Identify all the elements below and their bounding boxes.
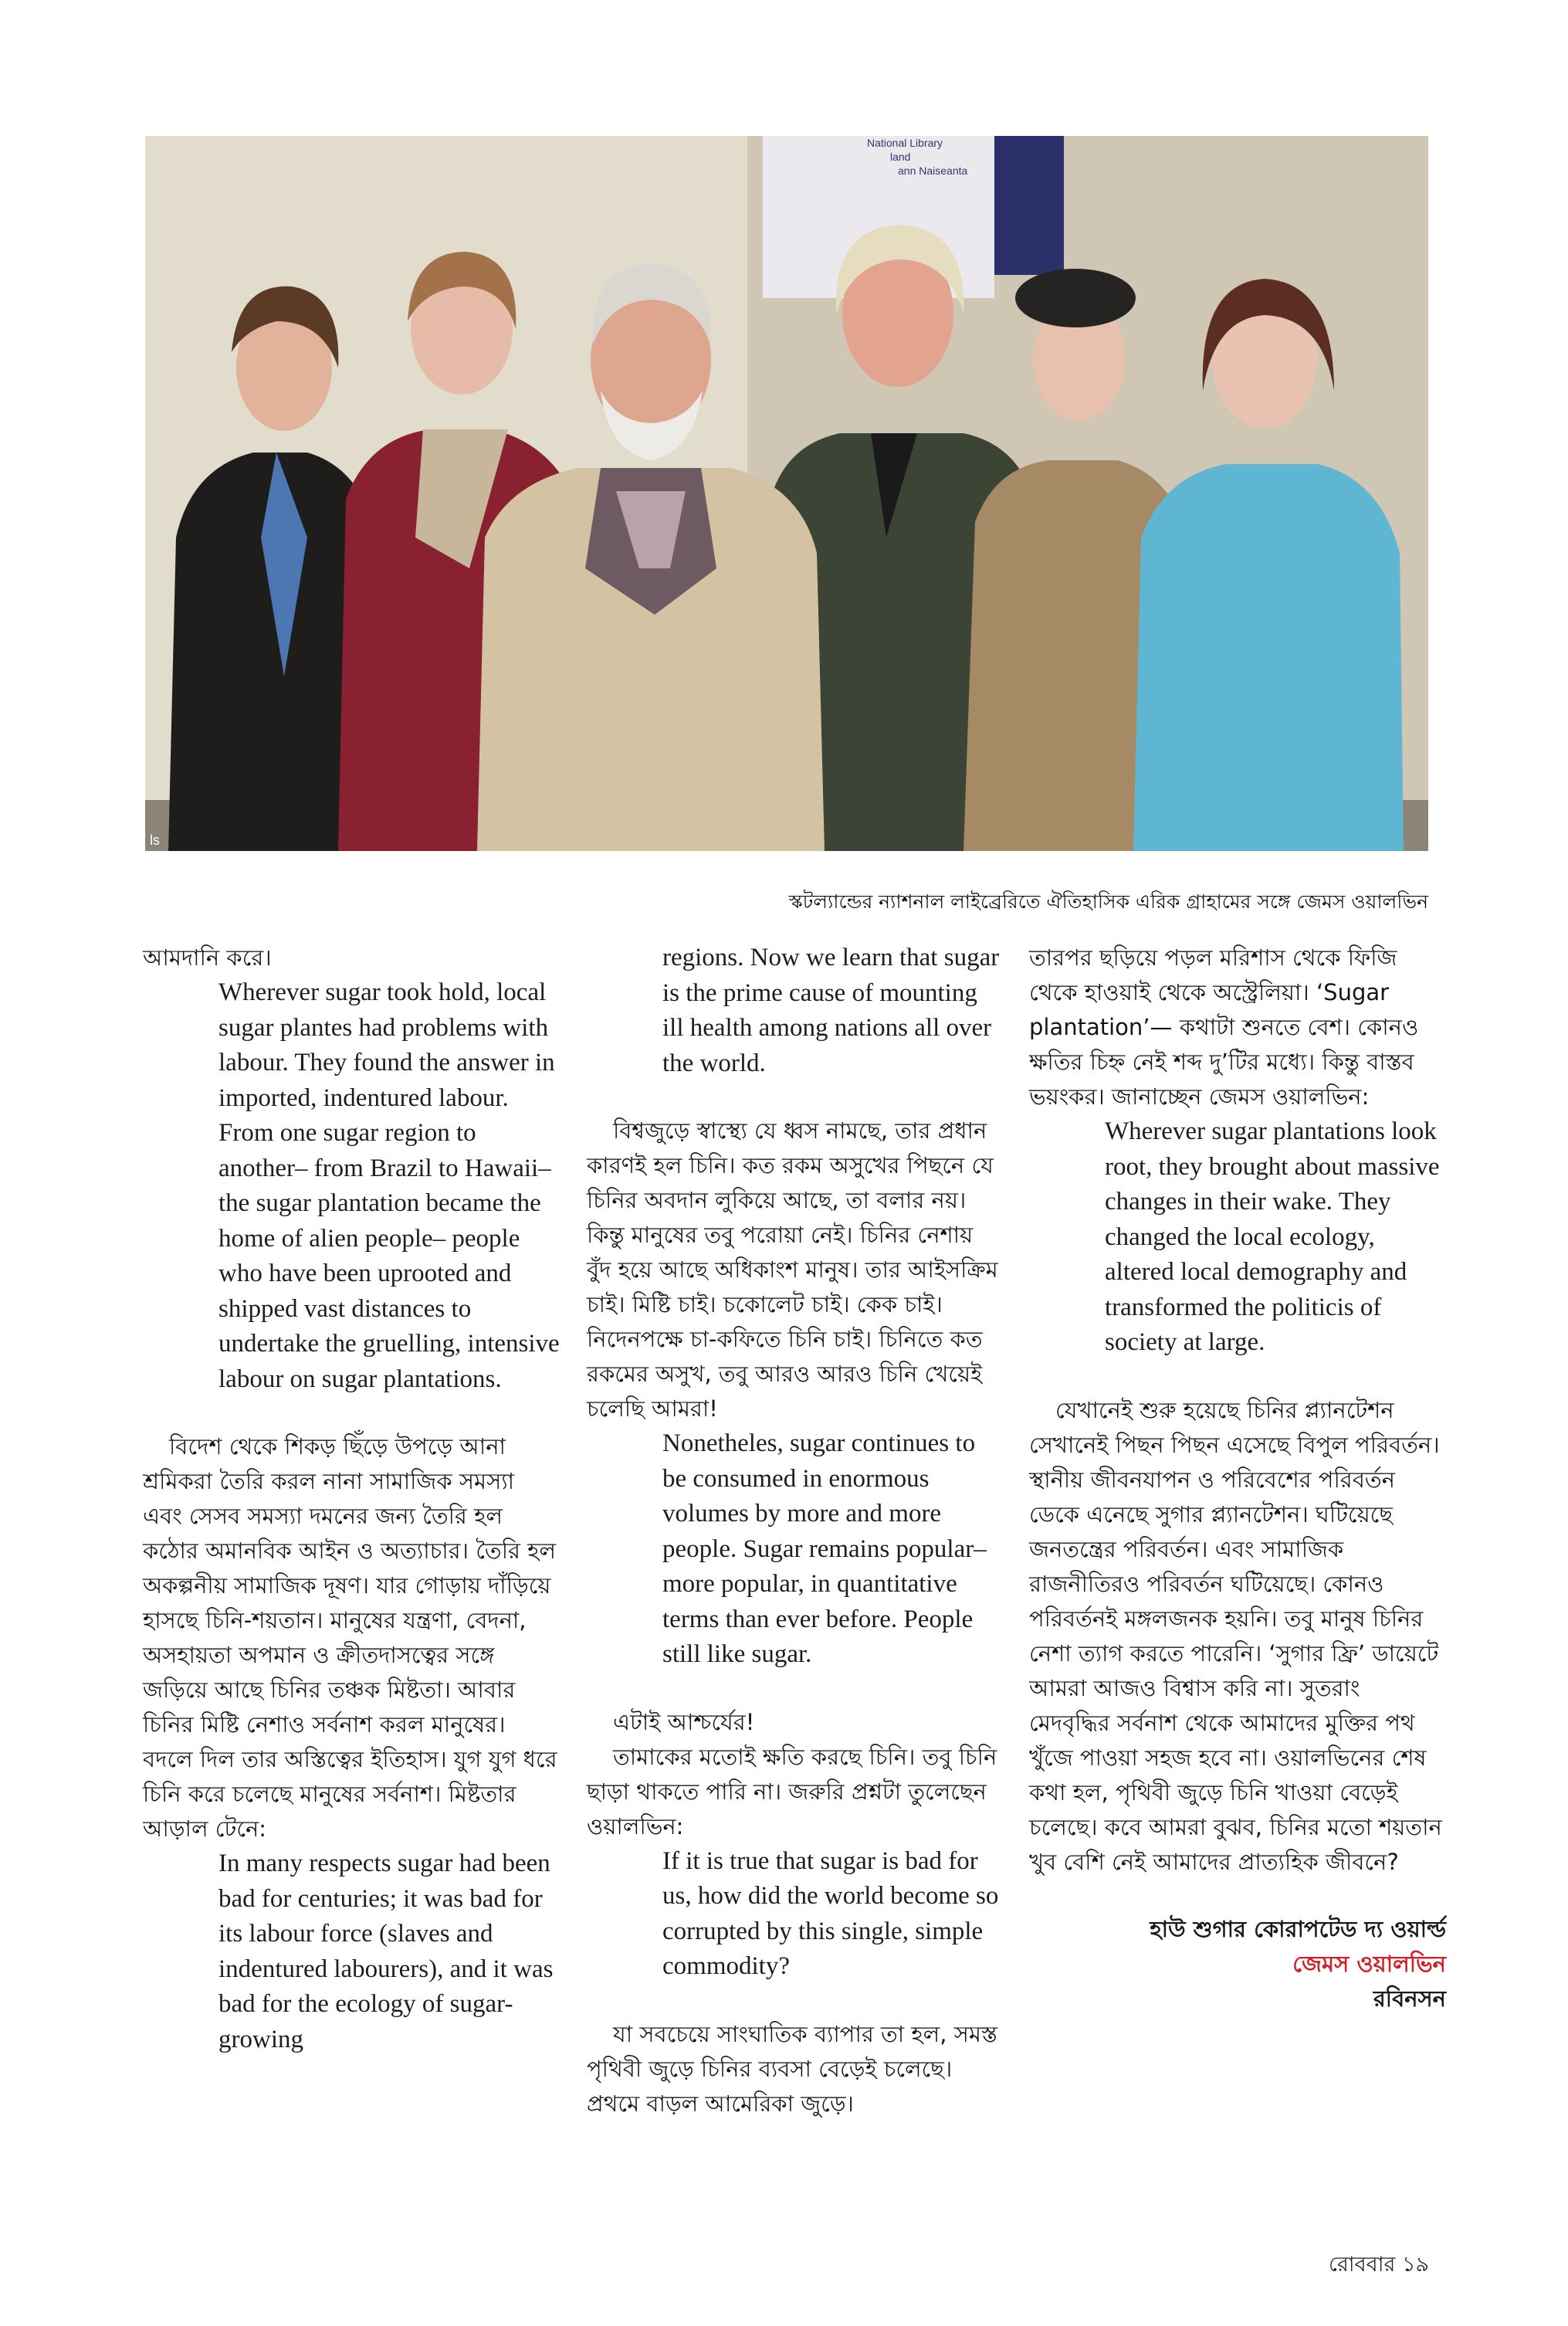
banner-text-3: ann Naiseanta (898, 164, 968, 177)
column-2 (587, 941, 1004, 2121)
page-footer: রোববার ১৯ (1329, 2253, 1429, 2277)
column-2-paragraph-2: এটাই আশ্চর্যের! (613, 1708, 755, 1735)
column-1-paragraph-2: বিদেশ থেকে শিকড় ছিঁড়ে উপড়ে আনা শ্রমিকরা তৈরি করল নানা সামাজিক সমস্যা এবং সেসব সমস্যা দমনের জন্য তৈরি হল কঠোর অমানবিক আইন ও অত্যাচার। তৈরি হল অকল্পনীয় সামাজিক দূষণ। যার গোড়ায় দাঁড়িয়ে হাসছে চিনি-শয়তান। মানুষের যন্ত্রণা, বেদনা, অসহায়তা অপমান ও ক্রীতদাসত্বের সঙ্গে জড়িয়ে আছে চিনির তঞ্চক মিষ্টতা। আবার চিনির মিষ্টি নেশাও সর্বনাশ করল মানুষের। বদলে দিল তার অস্তিত্বের ইতিহাস। যুগ যুগ ধরে চিনি করে চলেছে মানুষের সর্বনাশ। মিষ্টতার আড়াল টেনে: (143, 1433, 557, 1842)
banner-text-1: National Library (867, 137, 943, 149)
banner-text-2: land (890, 151, 911, 163)
column-3-paragraph-1: তারপর ছড়িয়ে পড়ল মরিশাস থেকে ফিজি থেকে হাওয়াই থেকে অস্ট্রেলিয়া। ‘Sugar plantation’— কথাটা শুনতে বেশ। কোনও ক্ষতির চিহ্ন নেই শব্দ দু’টির মধ্যে। কিন্তু বাস্তব ভয়ংকর। জানাচ্ছেন জেমস ওয়ালভিন: (1029, 944, 1419, 1110)
column-2-paragraph-1: বিশ্বজুড়ে স্বাস্থ্যে যে ধ্বস নামছে, তার প্রধান কারণই হল চিনি। কত রকম অসুখের পিছনে যে চিনির অবদান লুকিয়ে আছে, তা বলার নয়। কিন্তু মানুষের তবু পরোয়া নেই। চিনির নেশায় বুঁদ হয়ে আছে অধিকাংশ মানুষ। তার আইসক্রিম চাই। মিষ্টি চাই। চকোলেট চাই। কেক চাই। নিদেনপক্ষে চা-কফিতে চিনি চাই। চিনিতে কত রকমের অসুখ, তবু আরও আরও চিনি খেয়েই চলেছি আমরা! (587, 1117, 998, 1422)
book-author: জেমস ওয়ালভিন (1292, 1950, 1446, 1977)
column-3 (1029, 941, 1446, 2016)
column-2-quote-1: regions. Now we learn that sugar is the prime cause of mounting ill health among nations all over the world. (662, 944, 1000, 1077)
column-1-quote-1: Wherever sugar took hold, local sugar plantes had problems with labour. They found the answer in imported, indentured labour. From one sugar region to another– from Brazil to Hawaii– the sugar plantation became the home of alien people– people who have been uprooted and shipped vast distances to undertake the gruelling, intensive labour on sugar plantations. (218, 978, 560, 1393)
column-3-paragraph-2: যেখানেই শুরু হয়েছে চিনির প্ল্যানটেশন সেখানেই পিছন পিছন এসেছে বিপুল পরিবর্তন। স্থানীয় জীবনযাপন ও পরিবেশের পরিবর্তন ডেকে এনেছে সুগার প্ল্যানটেশন। ঘটিয়েছে জনতন্ত্রের পরিবর্তন। এবং সামাজিক রাজনীতিরও পরিবর্তন ঘটিয়েছে। কোনও পরিবর্তনই মঙ্গলজনক হয়নি। তবু মানুষ চিনির নেশা ত্যাগ করতে পারেনি। ‘সুগার ফ্রি’ ডায়েটে আমরা আজও বিশ্বাস করি না। সুতরাং মেদবৃদ্ধির সর্বনাশ থেকে আমাদের মুক্তির পথ খুঁজে পাওয়া সহজ হবে না। ওয়ালভিনের শেষ কথা হল, পৃথিবী জুড়ে চিনি খাওয়া বেড়েই চলেছে। কবে আমরা বুঝব, চিনির মতো শয়তান খুব বেশি নেই আমাদের প্রাত্যহিক জীবনে? (1029, 1396, 1442, 1875)
book-publisher: রবিনসন (1373, 1985, 1446, 2012)
column-1 (143, 941, 560, 2057)
photo-caption: স্কটল্যান্ডের ন্যাশনাল লাইব্রেরিতে ঐতিহাসিক এরিক গ্রাহামের সঙ্গে জেমস ওয়ালভিন (788, 890, 1428, 913)
photo-corner-text: ls (150, 832, 160, 848)
column-2-paragraph-4: যা সবচেয়ে সাংঘাতিক ব্যাপার তা হল, সমস্ত পৃথিবী জুড়ে চিনির ব্যবসা বেড়েই চলেছে। প্রথমে বাড়ল আমেরিকা জুড়ে। (587, 2020, 997, 2117)
group-photo-illustration (145, 136, 1428, 851)
column-2-quote-2: Nonetheles, sugar continues to be consumed in enormous volumes by more and more people. Sugar remains popular– more popular, in quantitative terms than ever before. People still like sugar. (662, 1429, 987, 1668)
column-1-paragraph-1: আমদানি করে। (143, 944, 272, 971)
article-photo (145, 136, 1428, 851)
book-title: হাউ শুগার কোরাপটেড দ্য ওয়ার্ল্ড (1150, 1915, 1446, 1942)
column-3-quote-1: Wherever sugar plantations look root, they brought about massive changes in their wake. They changed the local ecology, altered local demography and transformed the politicis of society at large. (1105, 1117, 1440, 1356)
column-2-paragraph-3: তামাকের মতোই ক্ষতি করছে চিনি। তবু চিনি ছাড়া থাকতে পারি না। জরুরি প্রশ্নটা তুলেছেন ওয়ালভিন: (587, 1743, 997, 1839)
column-2-quote-3: If it is true that sugar is bad for us, how did the world become so corrupted by this single, simple commodity? (662, 1846, 999, 1980)
book-credits (1029, 1912, 1446, 2016)
column-1-quote-2: In many respects sugar had been bad for centuries; it was bad for its labour force (slaves and indentured labourers), and it was bad for the ecology of sugar-growing (218, 1850, 554, 2053)
